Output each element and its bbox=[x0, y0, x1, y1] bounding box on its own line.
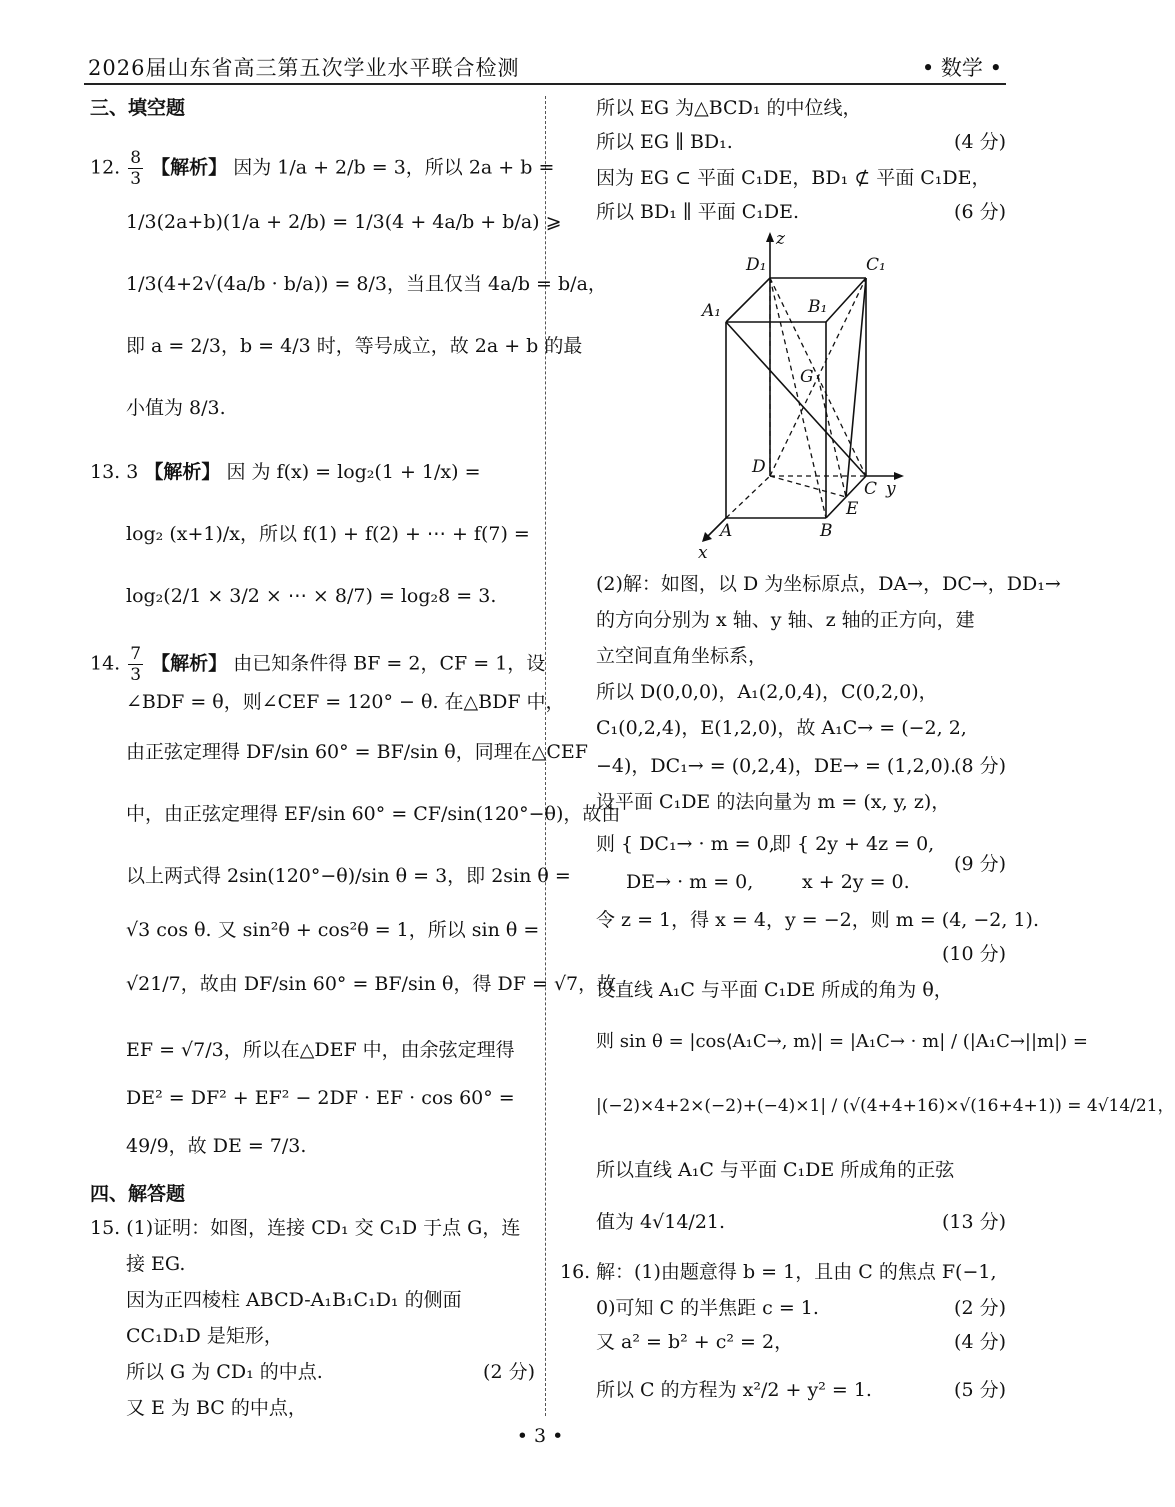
label-x: x bbox=[698, 543, 708, 563]
p2-line5: C₁(0,2,4)，E(1,2,0)，故 A₁C→ = (−2, 2, bbox=[596, 717, 967, 739]
q12-answer: $\frac{8}{3}$ bbox=[130, 148, 142, 189]
p2-line4: 所以 D(0,0,0)，A₁(2,0,4)，C(0,2,0)， bbox=[596, 681, 938, 703]
r-line2: 所以 EG ∥ BD₁. bbox=[596, 131, 733, 153]
p2-line3: 立空间直角坐标系， bbox=[596, 645, 768, 667]
p2-line9: 令 z = 1，得 x = 4，y = −2，则 m = (4, −2, 1). bbox=[596, 909, 1039, 931]
p2-system-2a: 即 { 2y + 4z = 0, bbox=[772, 833, 935, 855]
q15-line1 bbox=[90, 1216, 520, 1240]
q14-line5: 以上两式得 2sin(120°−θ)/sin θ = 3，即 2sin θ = bbox=[126, 865, 571, 887]
label-A: A bbox=[720, 521, 733, 541]
label-A1: A₁ bbox=[702, 301, 722, 321]
q14-line1 bbox=[90, 644, 545, 685]
q14-line8: EF = √7/3，所以在△DEF 中，由余弦定理得 bbox=[126, 1039, 515, 1061]
q14-line10: 49/9，故 DE = 7/3. bbox=[126, 1135, 307, 1157]
q15-line4: CC₁D₁D 是矩形， bbox=[126, 1325, 283, 1347]
label-z: z bbox=[776, 229, 785, 249]
q13-line1 bbox=[90, 460, 481, 484]
r-line1: 所以 EG 为△BCD₁ 的中位线， bbox=[596, 97, 862, 119]
q16-line3: 又 a² = b² + c² = 2， bbox=[596, 1331, 794, 1353]
label-C: C bbox=[864, 479, 878, 499]
prism-figure bbox=[690, 229, 930, 563]
p2-line6: −4)，DC₁→ = (0,2,4)，DE→ = (1,2,0). bbox=[596, 755, 957, 777]
p2-line2: 的方向分别为 x 轴、y 轴、z 轴的正方向，建 bbox=[596, 609, 975, 631]
p2-score-13: (13 分) bbox=[941, 1211, 1006, 1233]
q16-number: 16. bbox=[560, 1261, 591, 1283]
q13-line2: log₂ (x+1)/x，所以 f(1) + f(2) + ⋯ + f(7) = bbox=[126, 523, 530, 545]
q16-line2: 0)可知 C 的半焦距 c = 1. bbox=[596, 1297, 819, 1319]
r-line3: 因为 EG ⊂ 平面 C₁DE，BD₁ ⊄ 平面 C₁DE， bbox=[596, 167, 991, 189]
p2-system-1a: 则 { DC₁→ · m = 0, bbox=[596, 833, 775, 855]
p2-line11: 则 sin θ = |cos⟨A₁C→, m⟩| = |A₁C→ · m| / (|A₁C→||m|) = bbox=[596, 1031, 1089, 1052]
p2-score-10: (10 分) bbox=[941, 943, 1006, 965]
q12-tag: 【解析】 bbox=[151, 156, 228, 179]
q12-number: 12. bbox=[90, 156, 121, 179]
label-B1: B₁ bbox=[808, 297, 828, 317]
q14-line7: √21/7，故由 DF/sin 60° = BF/sin θ，得 DF = √7，故 bbox=[126, 973, 617, 995]
p2-line7: 设平面 C₁DE 的法向量为 m = (x, y, z)， bbox=[596, 791, 951, 813]
p2-score-9: (9 分) bbox=[954, 853, 1006, 875]
q15-line5: 所以 G 为 CD₁ 的中点. bbox=[126, 1361, 323, 1383]
p2-system-1b: DE→ · m = 0, bbox=[626, 871, 754, 893]
label-D: D bbox=[752, 457, 766, 477]
q15-line2: 接 EG. bbox=[126, 1253, 186, 1275]
edge-C1B1 bbox=[826, 278, 866, 322]
q14-text-1: 由已知条件得 BF = 2，CF = 1，设 bbox=[233, 652, 546, 675]
label-E: E bbox=[846, 499, 859, 519]
label-B: B bbox=[820, 521, 833, 541]
r-score-4: (4 分) bbox=[954, 131, 1006, 153]
q13-answer: 3 bbox=[126, 461, 139, 483]
q12-line1 bbox=[90, 148, 554, 189]
header-subject: • 数学 • bbox=[921, 56, 1002, 80]
label-y: y bbox=[886, 479, 896, 499]
p2-line1: (2)解：如图，以 D 为坐标原点，DA→，DC→，DD₁→ bbox=[596, 573, 1061, 595]
q16-line1: 解：(1)由题意得 b = 1，且由 C 的焦点 F(−1, bbox=[596, 1261, 997, 1283]
edge-GE bbox=[818, 377, 846, 497]
p2-system-2b: x + 2y = 0. bbox=[802, 871, 910, 893]
edge-A1C bbox=[726, 322, 866, 476]
p2-line14: 值为 4√14/21. bbox=[596, 1211, 726, 1233]
q14-line6: √3 cos θ. 又 sin²θ + cos²θ = 1，所以 sin θ = bbox=[126, 919, 540, 941]
r-line4: 所以 BD₁ ∥ 平面 C₁DE. bbox=[596, 201, 800, 223]
q14-line2: ∠BDF = θ，则∠CEF = 120° − θ. 在△BDF 中， bbox=[126, 691, 565, 713]
q14-line4: 中，由正弦定理得 EF/sin 60° = CF/sin(120°−θ)，故由 bbox=[126, 803, 621, 825]
label-D1: D₁ bbox=[746, 255, 767, 275]
z-arrow-icon bbox=[766, 232, 774, 242]
q12-text-1: 因为 1/a + 2/b = 3，所以 2a + b = bbox=[233, 156, 555, 179]
section-answer-heading: 四、解答题 bbox=[90, 1183, 186, 1205]
label-G: G bbox=[800, 367, 814, 387]
p2-line10: 设直线 A₁C 与平面 C₁DE 所成的角为 θ， bbox=[596, 979, 953, 1001]
r-score-6: (6 分) bbox=[954, 201, 1006, 223]
edge-AD bbox=[726, 476, 770, 518]
label-C1: C₁ bbox=[866, 255, 886, 275]
q13-tag: 【解析】 bbox=[144, 461, 221, 483]
header-rule bbox=[84, 83, 1006, 85]
q12-line2: 1/3(2a+b)(1/a + 2/b) = 1/3(4 + 4a/b + b/a) ⩾ bbox=[126, 211, 562, 233]
q14-number: 14. bbox=[90, 652, 121, 675]
q16-score-4: (4 分) bbox=[954, 1331, 1006, 1353]
section-fill-in-heading: 三、填空题 bbox=[90, 97, 186, 119]
q12-line5: 小值为 8/3. bbox=[126, 397, 226, 419]
q16-line4: 所以 C 的方程为 x²/2 + y² = 1. bbox=[596, 1379, 872, 1401]
q13-text-1: 因 为 f(x) = log₂(1 + 1/x) = bbox=[226, 461, 481, 483]
q13-line3: log₂(2/1 × 3/2 × ⋯ × 8/7) = log₂8 = 3. bbox=[126, 585, 497, 607]
q15-line6: 又 E 为 BC 的中点， bbox=[126, 1397, 307, 1419]
p2-line13: 所以直线 A₁C 与平面 C₁DE 所成角的正弦 bbox=[596, 1159, 955, 1181]
q14-line3: 由正弦定理得 DF/sin 60° = BF/sin θ，同理在△CEF bbox=[126, 741, 588, 763]
q12-line3: 1/3(4+2√(4a/b · b/a)) = 8/3，当且仅当 4a/b = b/a， bbox=[126, 273, 607, 295]
q16-score-5: (5 分) bbox=[954, 1379, 1006, 1401]
page-number: • 3 • bbox=[516, 1425, 564, 1447]
q15-line3: 因为正四棱柱 ABCD-A₁B₁C₁D₁ 的侧面 bbox=[126, 1289, 462, 1311]
header-title: 2026届山东省高三第五次学业水平联合检测 bbox=[88, 56, 520, 80]
q12-line4: 即 a = 2/3，b = 4/3 时，等号成立，故 2a + b 的最 bbox=[126, 335, 583, 357]
p2-score-8: (8 分) bbox=[954, 755, 1006, 777]
p2-line12: |(−2)×4+2×(−2)+(−4)×1| / (√(4+4+16)×√(16+4+1)) = 4√14/21， bbox=[596, 1096, 1175, 1116]
q13-number: 13. bbox=[90, 461, 121, 483]
q14-tag: 【解析】 bbox=[151, 652, 228, 675]
edge-DE bbox=[770, 476, 846, 497]
q15-score-1: (2 分) bbox=[483, 1361, 535, 1383]
q14-line9: DE² = DF² + EF² − 2DF · EF · cos 60° = bbox=[126, 1087, 515, 1109]
q14-answer: $\frac{7}{3}$ bbox=[130, 644, 142, 685]
q15-text-1: (1)证明：如图，连接 CD₁ 交 C₁D 于点 G，连 bbox=[126, 1217, 521, 1239]
q16-score-2: (2 分) bbox=[954, 1297, 1006, 1319]
edge-A1D1 bbox=[726, 278, 770, 322]
q15-number: 15. bbox=[90, 1217, 121, 1239]
